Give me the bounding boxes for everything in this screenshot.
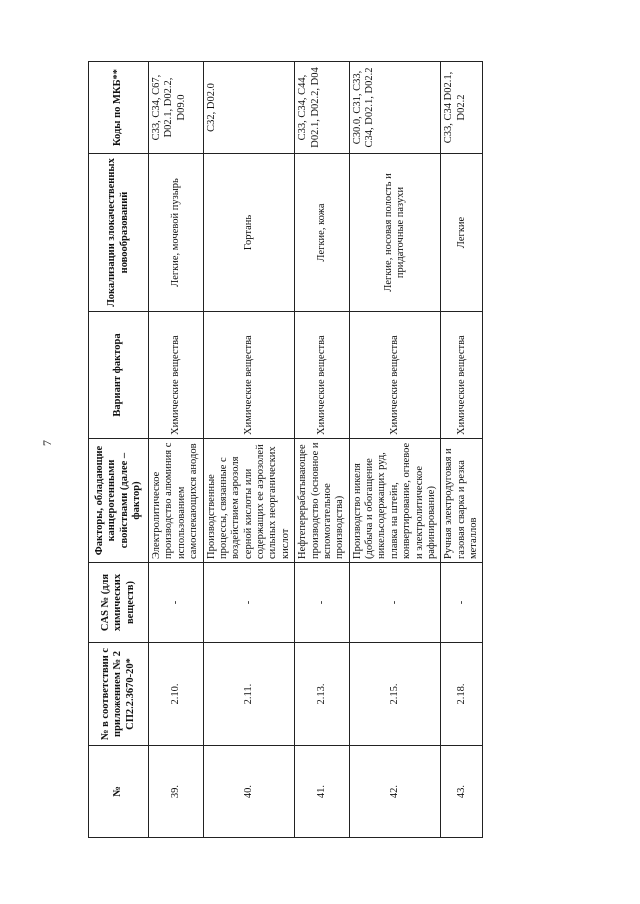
cell-num: 43. xyxy=(441,746,483,838)
header-cas: CAS № (для химических веществ) xyxy=(89,563,149,643)
cell-factor: Производственные процессы, связанные с воздействием аэрозоля серной кислоты или содержащих ее аэрозолей сильных неорганических кислот xyxy=(203,439,295,563)
cell-appendix: 2.13. xyxy=(295,643,350,746)
header-codes: Коды по МКБ** xyxy=(89,62,149,154)
cell-codes: С30.0, С31, С33, С34, D02.1, D02.2 xyxy=(349,62,441,154)
header-localization: Локализации злокачественных новообразований xyxy=(89,154,149,312)
table-row xyxy=(203,62,295,838)
cell-factor: Нефтеперерабатывающее производство (основное и вспомогательное производства) xyxy=(295,439,350,563)
header-appendix: № в соответствии с приложением № 2 СП2.2.3670-20* xyxy=(89,643,149,746)
header-factor: Факторы, обладающие канцерогенными свойствами (далее – фактор) xyxy=(89,439,149,563)
cell-cas: - xyxy=(349,563,441,643)
table-row xyxy=(349,62,441,838)
cell-cas: - xyxy=(203,563,295,643)
carcinogen-table xyxy=(88,61,483,838)
cell-variant: Химические вещества xyxy=(441,312,483,439)
header-variant: Вариант фактора xyxy=(89,312,149,439)
table-row xyxy=(441,62,483,838)
cell-variant: Химические вещества xyxy=(295,312,350,439)
cell-cas: - xyxy=(441,563,483,643)
cell-localization: Гортань xyxy=(203,154,295,312)
cell-localization: Легкие, кожа xyxy=(295,154,350,312)
rotated-table-container xyxy=(88,62,479,838)
table-row xyxy=(149,62,204,838)
cell-appendix: 2.15. xyxy=(349,643,441,746)
cell-num: 40. xyxy=(203,746,295,838)
cell-localization: Легкие, мочевой пузырь xyxy=(149,154,204,312)
header-row xyxy=(89,62,149,838)
table-row xyxy=(295,62,350,838)
page-number: 7 xyxy=(40,440,54,446)
cell-localization: Легкие xyxy=(441,154,483,312)
header-num: № xyxy=(89,746,149,838)
cell-variant: Химические вещества xyxy=(349,312,441,439)
cell-codes: С33, С34, С44, D02.1, D02.2, D04 xyxy=(295,62,350,154)
cell-factor: Электролитическое производство алюминия с использованием самоспекающихся анодов xyxy=(149,439,204,563)
cell-localization: Легкие, носовая полость и придаточные пазухи xyxy=(349,154,441,312)
cell-appendix: 2.10. xyxy=(149,643,204,746)
cell-cas: - xyxy=(149,563,204,643)
cell-variant: Химические вещества xyxy=(203,312,295,439)
cell-num: 42. xyxy=(349,746,441,838)
cell-variant: Химические вещества xyxy=(149,312,204,439)
cell-cas: - xyxy=(295,563,350,643)
cell-factor: Ручная электродуговая и газовая сварка и резка металлов xyxy=(441,439,483,563)
cell-num: 39. xyxy=(149,746,204,838)
cell-codes: С33, С34, С67, D02.1, D02.2, D09.0 xyxy=(149,62,204,154)
cell-num: 41. xyxy=(295,746,350,838)
cell-appendix: 2.11. xyxy=(203,643,295,746)
cell-appendix: 2.18. xyxy=(441,643,483,746)
cell-codes: С32, D02.0 xyxy=(203,62,295,154)
cell-factor: Производство никеля (добыча и обогащение никельсодержащих руд, плавка на штейн, конвертирование, огневое и электролитическое рафинирование) xyxy=(349,439,441,563)
cell-codes: С33, С34 D02.1, D02.2 xyxy=(441,62,483,154)
